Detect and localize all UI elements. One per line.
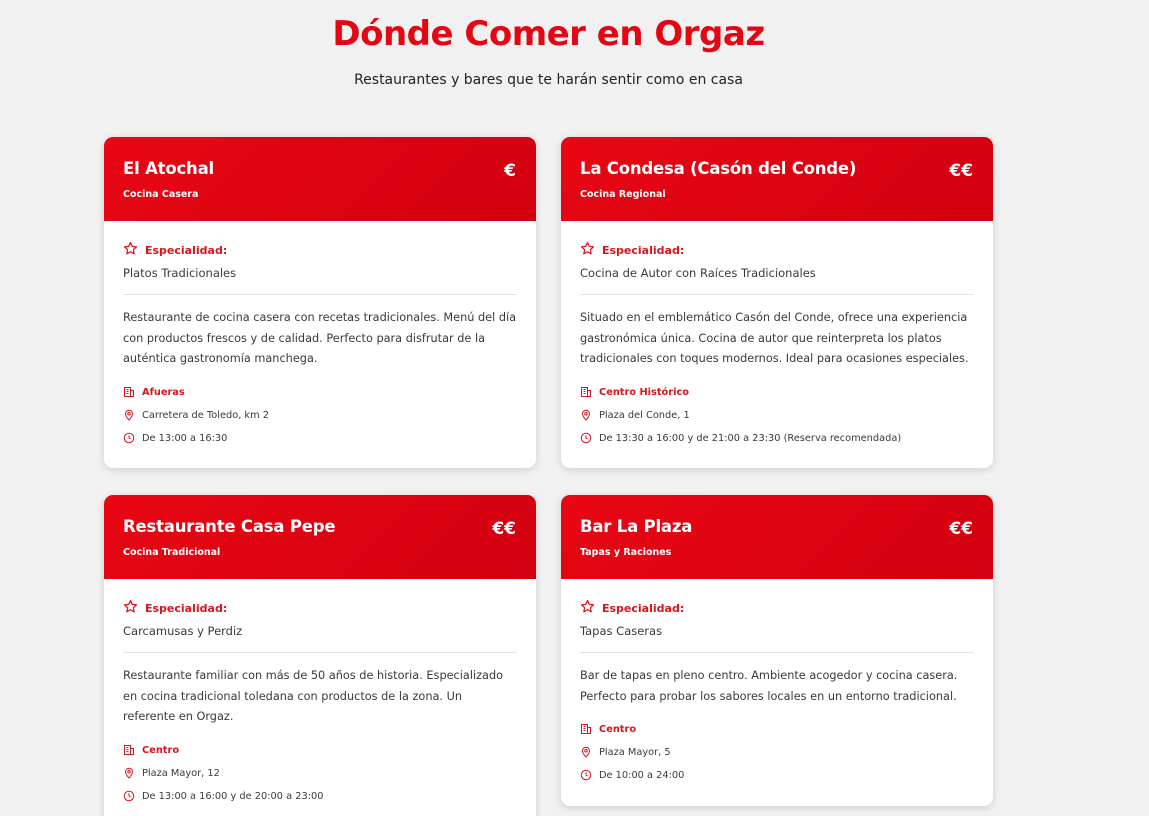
specialty-label: Especialidad: xyxy=(145,243,228,257)
address-row xyxy=(580,741,974,764)
zone-row xyxy=(580,718,974,741)
restaurant-cuisine: Cocina Regional xyxy=(580,189,666,200)
card-body xyxy=(561,221,993,450)
star-icon xyxy=(123,241,138,260)
card-header xyxy=(561,137,993,221)
page-title: Dónde Comer en Orgaz xyxy=(332,14,765,54)
zone-text: Centro xyxy=(142,744,180,756)
star-icon xyxy=(580,599,595,618)
specialty-row xyxy=(123,599,517,617)
map-pin-icon xyxy=(123,406,135,425)
hours-row xyxy=(580,764,974,787)
zone-text: Afueras xyxy=(142,386,185,398)
clock-icon xyxy=(580,429,592,448)
restaurant-description: Restaurante de cocina casera con recetas tradicionales. Menú del día con productos frescos y de calidad. Perfecto para disfrutar de la auténtica gastronomía manchega. xyxy=(123,311,517,365)
zone-row xyxy=(580,381,974,404)
zone-row xyxy=(123,739,517,762)
address-text: Plaza del Conde, 1 xyxy=(599,409,690,421)
price-level: €€ xyxy=(492,519,516,539)
specialty-row xyxy=(580,599,974,617)
card-header xyxy=(104,137,536,221)
restaurant-description: Situado en el emblemático Casón del Conde, ofrece una experiencia gastronómica única. Cocina de autor que reinterpreta los platos tradicionales con toques modernos. Ideal para ocasiones especiales. xyxy=(580,311,969,365)
star-icon xyxy=(580,241,595,260)
address-text: Plaza Mayor, 5 xyxy=(599,747,671,758)
hours-text: De 13:00 a 16:30 xyxy=(142,432,228,444)
specialty-label: Especialidad: xyxy=(602,243,685,257)
price-level: €€ xyxy=(949,519,973,539)
map-pin-icon xyxy=(123,764,135,783)
info-list xyxy=(580,718,974,787)
card-body xyxy=(104,221,536,450)
divider xyxy=(123,652,517,653)
info-list xyxy=(580,381,974,450)
hours-text: De 13:00 a 16:00 y de 20:00 a 23:00 xyxy=(142,790,324,802)
restaurant-cuisine: Tapas y Raciones xyxy=(580,547,672,558)
hours-row xyxy=(580,427,974,450)
address-row xyxy=(123,762,517,785)
hours-text: De 10:00 a 24:00 xyxy=(599,770,685,781)
card-header xyxy=(561,495,993,579)
hours-row xyxy=(123,785,517,808)
price-level: €€ xyxy=(949,161,973,181)
restaurant-name: La Condesa (Casón del Conde) xyxy=(580,159,857,178)
specialty-label: Especialidad: xyxy=(145,601,228,615)
info-list xyxy=(123,739,517,808)
divider xyxy=(580,652,974,653)
card-body xyxy=(104,579,536,808)
restaurant-card[interactable] xyxy=(104,495,536,816)
specialty-row xyxy=(580,241,974,259)
building-icon xyxy=(580,383,592,402)
map-pin-icon xyxy=(580,743,592,762)
specialty-value: Cocina de Autor con Raíces Tradicionales xyxy=(580,266,816,280)
restaurant-cuisine: Cocina Casera xyxy=(123,189,199,200)
restaurant-card[interactable] xyxy=(561,495,993,806)
building-icon xyxy=(123,741,135,760)
star-icon xyxy=(123,599,138,618)
map-pin-icon xyxy=(580,406,592,425)
divider xyxy=(580,294,974,295)
zone-text: Centro xyxy=(599,724,637,735)
hours-row xyxy=(123,427,517,450)
zone-text: Centro Histórico xyxy=(599,386,689,398)
restaurant-card[interactable] xyxy=(561,137,993,468)
address-row xyxy=(123,404,517,427)
clock-icon xyxy=(580,766,592,785)
specialty-value: Carcamusas y Perdiz xyxy=(123,624,243,638)
specialty-label: Especialidad: xyxy=(602,601,685,615)
restaurant-name: El Atochal xyxy=(123,159,214,178)
address-text: Carretera de Toledo, km 2 xyxy=(142,409,269,421)
clock-icon xyxy=(123,429,135,448)
restaurant-name: Restaurante Casa Pepe xyxy=(123,517,336,536)
restaurant-description: Bar de tapas en pleno centro. Ambiente acogedor y cocina casera. Perfecto para probar los sabores locales en un entorno tradicional. xyxy=(580,669,958,703)
specialty-value: Platos Tradicionales xyxy=(123,266,237,280)
price-level: € xyxy=(504,161,516,181)
restaurant-cuisine: Cocina Tradicional xyxy=(123,547,221,558)
specialty-row xyxy=(123,241,517,259)
address-row xyxy=(580,404,974,427)
building-icon xyxy=(580,720,592,739)
specialty-value: Tapas Caseras xyxy=(580,624,663,638)
address-text: Plaza Mayor, 12 xyxy=(142,767,220,779)
page-subtitle: Restaurantes y bares que te harán sentir como en casa xyxy=(354,72,743,88)
divider xyxy=(123,294,517,295)
restaurant-name: Bar La Plaza xyxy=(580,517,693,536)
hours-text: De 13:30 a 16:00 y de 21:00 a 23:30 (Reserva recomendada) xyxy=(599,432,902,444)
zone-row xyxy=(123,381,517,404)
building-icon xyxy=(123,383,135,402)
restaurant-description: Restaurante familiar con más de 50 años de historia. Especializado en cocina tradicional toledana con productos de la zona. Un referente en Orgaz. xyxy=(123,669,504,723)
card-header xyxy=(104,495,536,579)
restaurant-card[interactable] xyxy=(104,137,536,468)
info-list xyxy=(123,381,517,450)
clock-icon xyxy=(123,787,135,806)
card-body xyxy=(561,579,993,787)
